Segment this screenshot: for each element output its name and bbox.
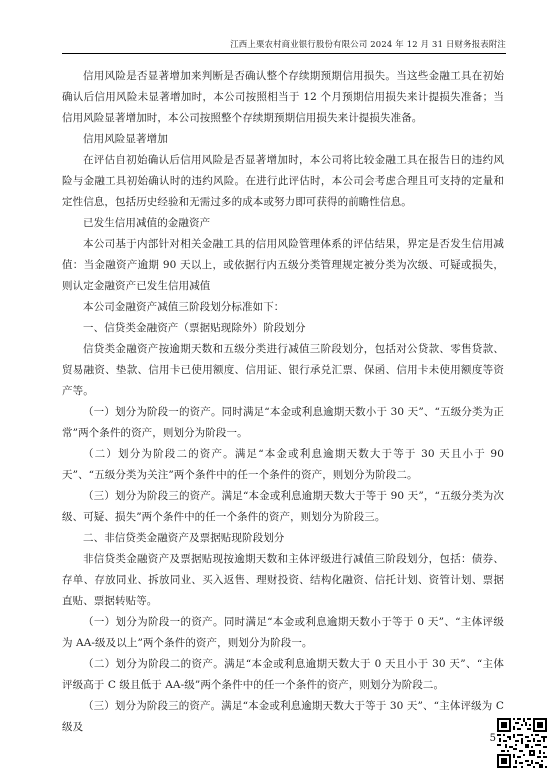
list-item: （一）划分为阶段一的资产。同时满足“本金或利息逾期天数小于等于 0 天”、“主体评级为 AA-级及以上”两个条件的资产，则划分为阶段一。 [62,616,504,649]
list-item: （三）划分为阶段三的资产。满足“本金或利息逾期天数大于等于 30 天”、“主体评级为 C 级及 [62,700,504,733]
section-heading: 已发生信用减值的金融资产 [83,217,211,229]
page-number: 5 [489,733,496,744]
list-item: （二）划分为阶段二的资产。满足“本金或利息逾期天数大于等于 30 天且小于 90 天”、“五级分类为关注”两个条件中的任一个条件的资产，则划分为阶段二。 [62,448,504,481]
paragraph: 在评估自初始确认后信用风险是否显著增加时，本公司将比较金融工具在报告日的违约风险与金融工具初始确认时的违约风险。在进行此评估时，本公司会考虑合理且可支持的定量和定性信息，包括历史经验和无需过多的成本或努力即可获得的前瞻性信息。 [62,154,504,208]
paragraph: 信贷类金融资产按逾期天数和五级分类进行减值三阶段划分，包括对公贷款、零售贷款、贸易融资、垫款、信用卡已使用额度、信用证、银行承兑汇票、保函、信用卡未使用额度等资产等。 [62,343,504,397]
qr-code [497,718,547,768]
section-heading: 一、信贷类金融资产（票据贴现除外）阶段划分 [83,322,306,334]
paragraph: 本公司金融资产减值三阶段划分标准如下： [83,301,285,313]
document-body [62,66,504,738]
header-rule [62,53,506,54]
section-heading: 二、非信贷类金融资产及票据贴现阶段划分 [83,532,285,544]
list-item: （三）划分为阶段三的资产。满足“本金或利息逾期天数大于等于 90 天”，“五级分类为次级、可疑、损失”两个条件中的任一个条件的资产，则划分为阶段三。 [62,490,504,523]
section-heading: 信用风险显著增加 [83,133,168,145]
paragraph: 本公司基于内部针对相关金融工具的信用风险管理体系的评估结果，界定是否发生信用减值：当金融资产逾期 90 天以上，或依据行内五级分类管理规定被分类为次级、可疑或损失，则认定金融资产已发生信用减值 [62,238,504,292]
paragraph: 非信贷类金融资产及票据贴现按逾期天数和主体评级进行减值三阶段划分，包括：债券、存单、存放同业、拆放同业、买入返售、理财投资、结构化融资、信托计划、资管计划、票据直贴、票据转贴等。 [62,553,504,607]
paragraph: 信用风险是否显著增加来判断是否确认整个存续期预期信用损失。当这些金融工具在初始确认后信用风险未显著增加时，本公司按照相当于 12 个月预期信用损失来计提损失准备；当信用风险显著增加时，本公司按照整个存续期预期信用损失来计提损失准备。 [62,70,504,124]
list-item: （一）划分为阶段一的资产。同时满足“本金或利息逾期天数小于 30 天”、“五级分类为正常”两个条件的资产，则划分为阶段一。 [62,406,504,439]
list-item: （二）划分为阶段二的资产。满足“本金或利息逾期天数大于 0 天且小于 30 天”、“主体评级高于 C 级且低于 AA-级”两个条件中的任一个条件的资产，则划分为阶段二。 [62,658,504,691]
running-header: 江西上栗农村商业银行股份有限公司 2024 年 12 月 31 日财务报表附注 [230,39,506,49]
